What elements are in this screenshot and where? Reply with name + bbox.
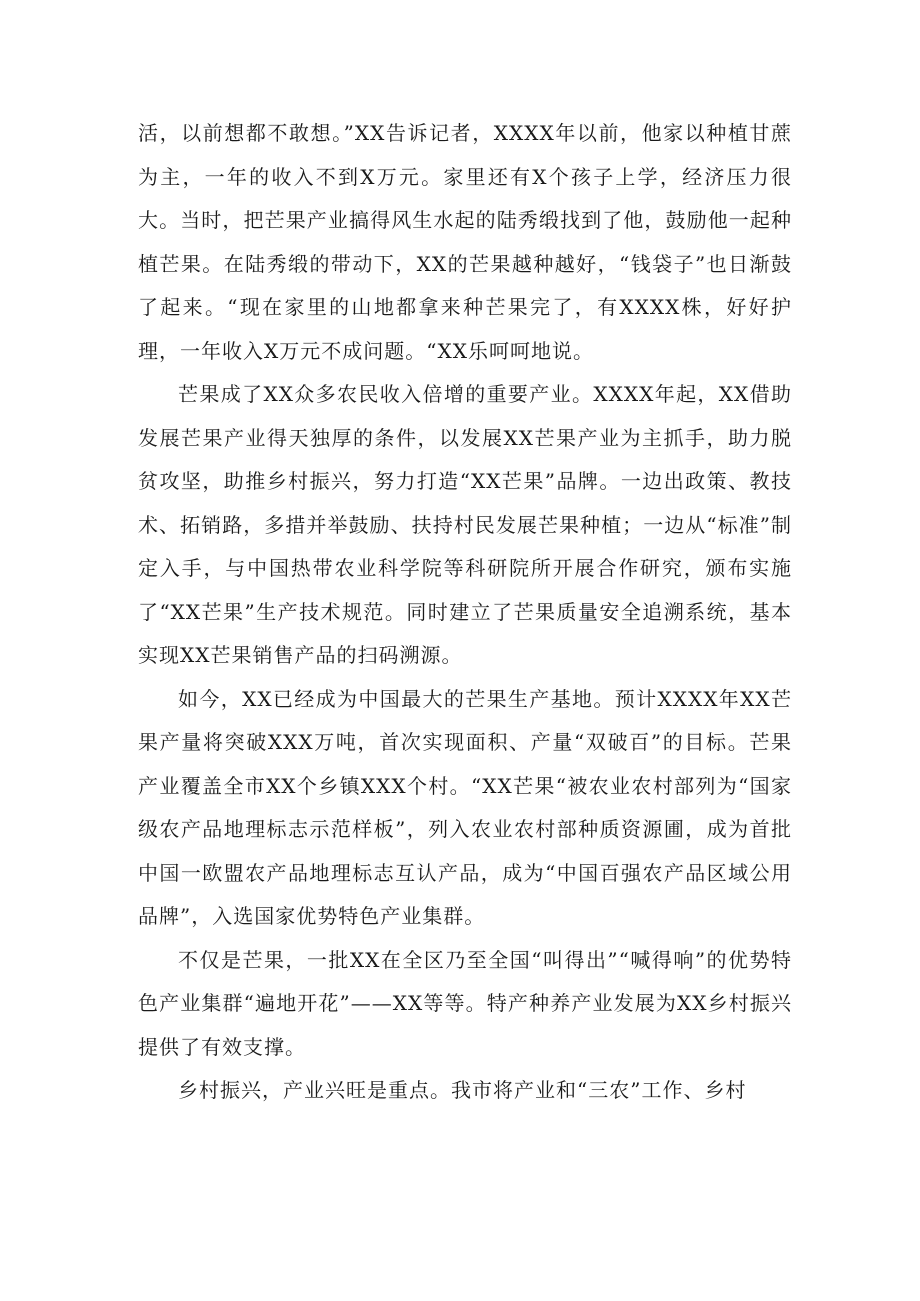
paragraph-2: 芒果成了XX众多农民收入倍增的重要产业。XXXX年起，XX借助发展芒果产业得天独厚的条件，以发展XX芒果产业为主抓手，助力脱贫攻坚，助推乡村振兴，努力打造“XX芒果”品牌。一边出政策、教技术、拓销路，多措并举鼓励、扶持村民发展芒果种植；一边从“标准”制定入手，与中国热带农业科学院等科研院所开展合作研究，颁布实施了“XX芒果”生产技术规范。同时建立了芒果质量安全追溯系统，基本实现XX芒果销售产品的扫码溯源。 [138,382,792,667]
paragraph-1: 活，以前想都不敢想。”XX告诉记者，XXXX年以前，他家以种植甘蔗为主，一年的收入不到X万元。家里还有X个孩子上学，经济压力很大。当时，把芒果产业搞得风生水起的陆秀缎找到了他，鼓励他一起种植芒果。在陆秀缎的带动下，XX的芒果越种越好，“钱袋子”也日渐鼓了起来。“现在家里的山地都拿来种芒果完了，有XXXX株，好好护理，一年收入X万元不成问题。“XX乐呵呵地说。 [138,121,792,363]
paragraph-4: 不仅是芒果，一批XX在全区乃至全国“叫得出”“喊得响”的优势特色产业集群“遍地开花”——XX等等。特产种养产业发展为XX乡村振兴提供了有效支撑。 [138,947,792,1059]
paragraph-5: 乡村振兴，产业兴旺是重点。我市将产业和“三农”工作、乡村 [178,1078,747,1102]
paragraph-3: 如今，XX已经成为中国最大的芒果生产基地。预计XXXX年XX芒果产量将突破XXX万吨，首次实现面积、产量“双破百”的目标。芒果产业覆盖全市XX个乡镇XXX个村。“XX芒果“被农业农村部列为“国家级农产品地理标志示范样板”，列入农业农村部种质资源圃，成为首批中国一欧盟农产品地理标志互认产品，成为“中国百强农产品区域公用品牌”，入选国家优势特色产业集群。 [138,686,792,928]
document-body [138,112,792,1113]
